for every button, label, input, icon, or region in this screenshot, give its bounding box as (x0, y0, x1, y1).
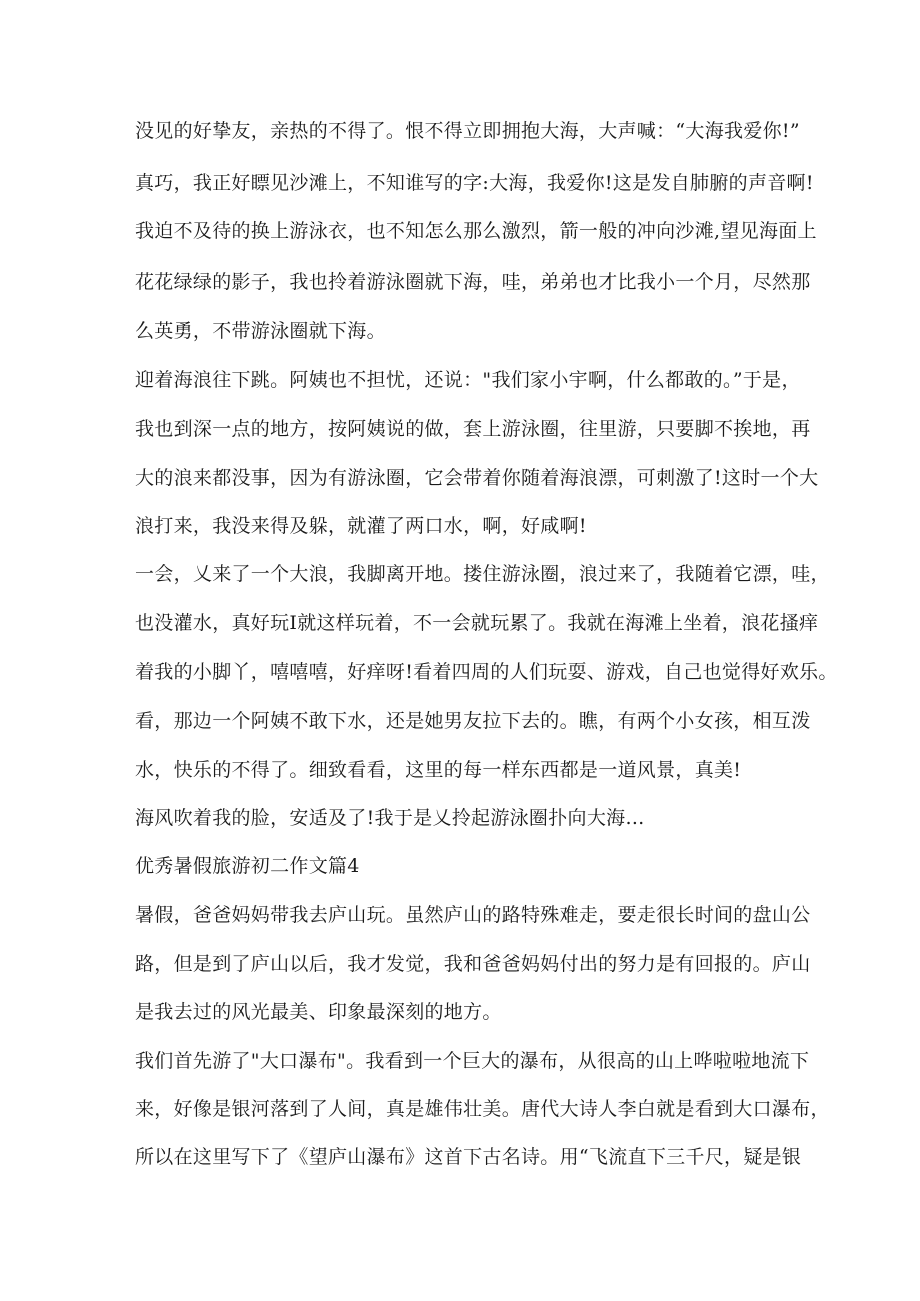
text-line: 路，但是到了庐山以后，我才发觉，我和爸爸妈妈付出的努力是有回报的。庐山 (135, 953, 811, 975)
text-line: 我们首先游了"大口瀑布"。我看到一个巨大的瀑布，从很高的山上哗啦啦地流下 (135, 1050, 810, 1072)
text-line: 一会，乂来了一个大浪，我脚离开地。搂住游泳圈，浪过来了，我随着它漂，哇， (135, 563, 830, 585)
text-line: 着我的小脚丫，嘻嘻嘻，好痒呀!看着四周的人们玩耍、游戏，自己也觉得好欢乐。 (135, 661, 838, 683)
text-line: 花花绿绿的影子，我也拎着游泳圈就下海，哇，弟弟也才比我小一个月，尽然那 (135, 271, 811, 293)
text-line: 也没灌水，真好玩I就这样玩着，不一会就玩累了。我就在海滩上坐着，浪花搔痒 (135, 612, 819, 634)
text-line: 么英勇，不带游泳圈就下海。 (135, 320, 386, 342)
text-line: 大的浪来都没事，因为有游泳圈，它会带着你随着海浪漂，可刺激了!这时一个大 (135, 467, 819, 489)
text-line: 海风吹着我的脸，安适及了!我于是乂拎起游泳圈扑向大海… (135, 807, 645, 829)
section-heading: 优秀暑假旅游初二作文篇4 (135, 855, 360, 877)
text-line: 没见的好挚友，亲热的不得了。恨不得立即拥抱大海，大声喊：“大海我爱你!” (135, 120, 800, 142)
text-line: 暑假，爸爸妈妈带我去庐山玩。虽然庐山的路特殊难走，要走很长时间的盘山公 (135, 904, 811, 926)
text-line: 真巧，我正好瞟见沙滩上，不知谁写的字:大海，我爱你!这是发自肺腑的声音啊! (135, 172, 814, 194)
text-line: 来，好像是银河落到了人间，真是雄伟壮美。唐代大诗人李白就是看到大口瀑布， (135, 1098, 830, 1120)
text-line: 是我去过的风光最美、印象最深刻的地方。 (135, 1001, 502, 1023)
text-line: 所以在这里写下了《望庐山瀑布》这首下古名诗。用“飞流直下三千尺，疑是银 (135, 1146, 802, 1168)
text-line: 迎着海浪往下跳。阿姨也不担忧，还说："我们家小宇啊，什么都敢的。”于是， (135, 369, 801, 391)
text-line: 我也到深一点的地方，按阿姨说的做，套上游泳圈，往里游，只要脚不挨地，再 (135, 418, 811, 440)
text-line: 我迫不及待的换上游泳衣，也不知怎么那么激烈，箭一般的冲向沙滩,望见海面上 (135, 220, 817, 242)
text-line: 浪打来，我没来得及躲，就灌了两口水，啊，好咸啊! (135, 515, 587, 537)
text-line: 水，快乐的不得了。细致看看，这里的每一样东西都是一道风景，真美! (135, 759, 742, 781)
text-line: 看，那边一个阿姨不敢下水，还是她男友拉下去的。瞧，有两个小女孩，相互泼 (135, 710, 811, 732)
